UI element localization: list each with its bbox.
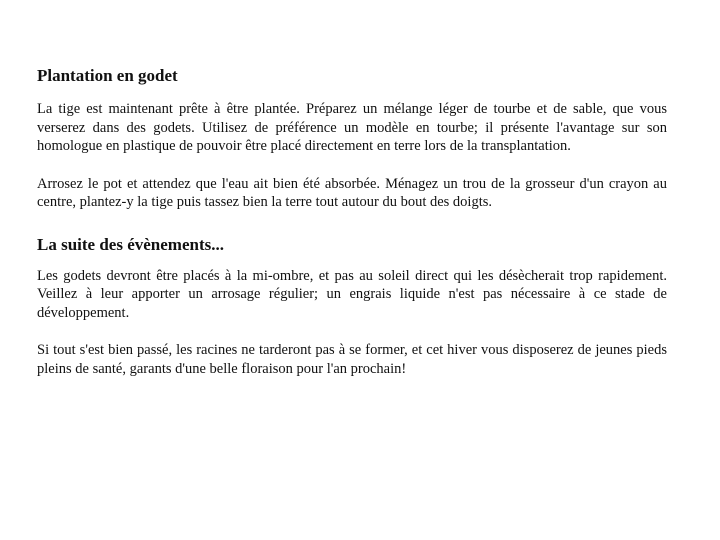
section-heading-suite: La suite des évènements... [37,234,224,254]
paragraph-arrosez-pot: Arrosez le pot et attendez que l'eau ait bien été absorbée. Ménagez un trou de la grosseur d'un crayon au centre, plantez-y la tige puis tassez bien la terre tout autour du bout des doigts. [37,175,667,210]
paragraph-godets-mi-ombre: Les godets devront être placés à la mi-ombre, et pas au soleil direct qui les désècherait trop rapidement. Veillez à leur apporter un arrosage régulier; un engrais liquide n'est pas nécessaire à ce stade de développement. [37,267,667,321]
document-page [37,64,667,378]
paragraph-tige-prete: La tige est maintenant prête à être plantée. Préparez un mélange léger de tourbe et de sable, que vous verserez dans des godets. Utilisez de préférence un modèle en tourbe; il présente l'avantage sur son homologue en plastique de pouvoir être placé directement en terre lors de la transplantation. [37,101,667,154]
paragraph-racines: Si tout s'est bien passé, les racines ne tarderont pas à se former, et cet hiver vous disposerez de jeunes pieds pleins de santé, garants d'une belle floraison pour l'an prochain! [37,342,667,377]
section-heading-plantation: Plantation en godet [37,66,178,85]
